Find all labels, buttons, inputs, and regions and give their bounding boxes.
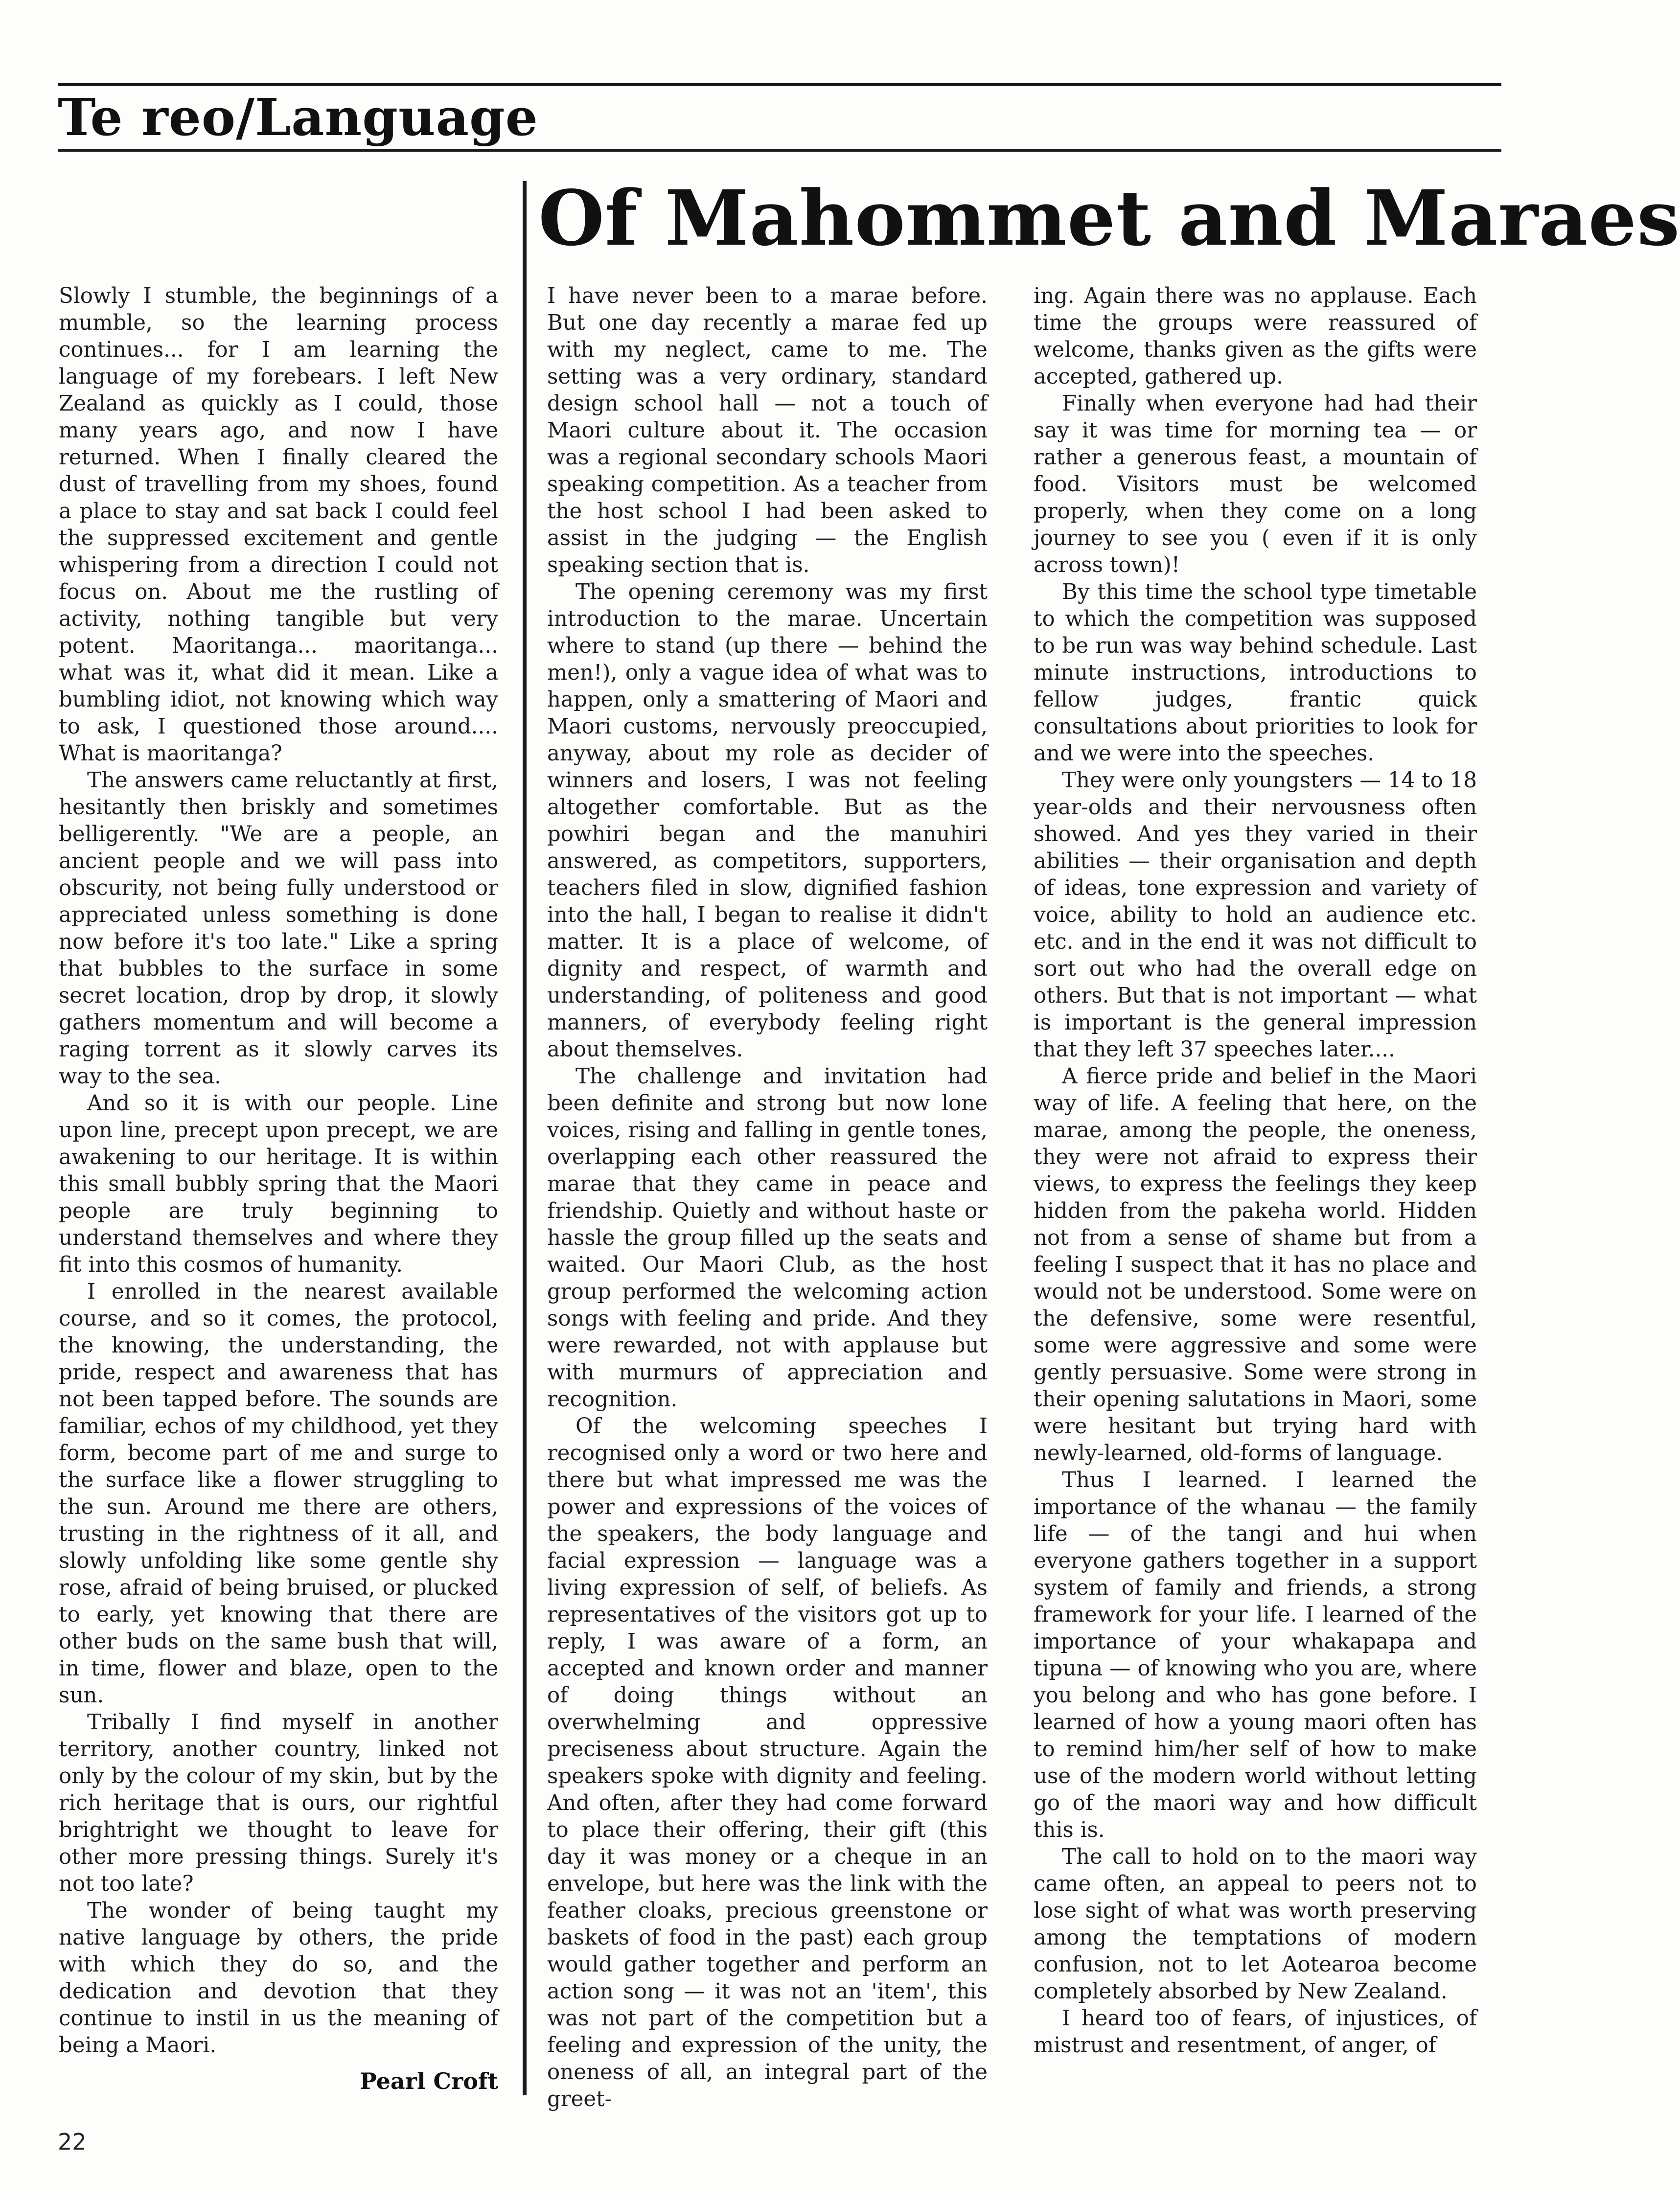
column-3 xyxy=(1034,283,1477,2059)
paragraph: I have never been to a marae before. But one day recently a marae fed up with my neglect, came to me. The setting was a very ordinary, standard design school hall — not a touch of Maori culture about it. The occasion was a regional secondary schools Maori speaking competition. As a teacher from the host school I had been asked to assist in the judging — the English speaking section that is. xyxy=(547,284,988,577)
column-1 xyxy=(59,283,498,2059)
paragraph: A fierce pride and belief in the Maori way of life. A feeling that here, on the marae, among the people, the oneness, they were not afraid to express their views, to express the feelings they keep hidden from the pakeha world. Hidden not from a sense of shame but from a feeling I suspect that it has no place and would not be understood. Some were on the defensive, some were resentful, some were aggressive and some were gently persuasive. Some were strong in their opening salutations in Maori, some were hesitant but trying hard with newly-learned, old-forms of language. xyxy=(1034,1064,1477,1466)
paragraph: I enrolled in the nearest available course, and so it comes, the protocol, the knowing, the understanding, the pride, respect and awareness that has not been tapped before. The sounds are familiar, echos of my childhood, yet they form, become part of me and surge to the surface like a flower struggling to the sun. Around me there are others, trusting in the rightness of it all, and slowly unfolding like some gentle shy rose, afraid of being bruised, or plucked to early, yet knowing that there are other buds on the same bush that will, in time, flower and blaze, open to the sun. xyxy=(59,1280,498,1708)
paragraph: Of the welcoming speeches I recognised only a word or two here and there but what impressed me was the power and expressions of the voices of the speakers, the body language and facial expression — language was a living expression of self, of beliefs. As representatives of the visitors got up to reply, I was aware of a form, an accepted and known order and manner of doing things without an overwhelming and oppressive preciseness about structure. Again the speakers spoke with dignity and feeling. And often, after they had come forward to place their offering, their gift (this day it was money or a cheque in an envelope, but here was the link with the feather cloaks, precious greenstone or baskets of food in the past) each group would gather together and perform an action song — it was not an 'item', this was not part of the competition but a feeling and expression of the unity, the oneness of all, an integral part of the greet- xyxy=(547,1414,988,2111)
paragraph: Finally when everyone had had their say it was time for morning tea — or rather a generous feast, a mountain of food. Visitors must be welcomed properly, when they come on a long journey to see you ( even if it is only across town)! xyxy=(1034,391,1477,577)
paragraph: I heard too of fears, of injustices, of mistrust and resentment, of anger, of xyxy=(1034,2006,1477,2058)
page-number: 22 xyxy=(58,2129,87,2155)
article-title: Of Mahommet and Maraes xyxy=(538,173,1680,263)
paragraph: They were only youngsters — 14 to 18 year-olds and their nervousness often showed. And yes they varied in their abilities — their organisation and depth of ideas, tone expression and variety of voice, ability to hold an audience etc. etc. and in the end it was not difficult to sort out who had the overall edge on others. But that is not important — what is important is the general impression that they left 37 speeches later.... xyxy=(1034,768,1477,1062)
paragraph: The answers came reluctantly at first, hesitantly then briskly and sometimes belligerently. "We are a people, an ancient people and we will pass into obscurity, not being fully understood or appreciated unless something is done now before it's too late." Like a spring that bubbles to the surface in some secret location, drop by drop, it slowly gathers momentum and will become a raging torrent as it slowly carves its way to the sea. xyxy=(59,768,498,1089)
paragraph: The call to hold on to the maori way came often, an appeal to peers not to lose sight of what was worth preserving among the temptations of modern confusion, not to let Aotearoa become completely absorbed by New Zealand. xyxy=(1034,1845,1477,2004)
section-label: Te reo/Language xyxy=(58,87,538,147)
paragraph: The opening ceremony was my first introduction to the marae. Uncertain where to stand (up there — behind the men!), only a vague idea of what was to happen, only a smattering of Maori and Maori customs, nervously preoccupied, anyway, about my role as decider of winners and losers, I was not feeling altogether comfortable. But as the powhiri began and the manuhiri answered, as competitors, supporters, teachers filed in slow, dignified fashion into the hall, I began to realise it didn't matter. It is a place of welcome, of dignity and respect, of warmth and understanding, of politeness and good manners, of everybody feeling right about themselves. xyxy=(547,580,988,1062)
column-divider xyxy=(523,181,527,2095)
paragraph: The wonder of being taught my native language by others, the pride with which they do so, and the dedication and devotion that they continue to instil in us the meaning of being a Maori. xyxy=(59,1899,498,2058)
paragraph: Slowly I stumble, the beginnings of a mumble, so the learning process continues... for I am learning the language of my forebears. I left New Zealand as quickly as I could, those many years ago, and now I have returned. When I finally cleared the dust of travelling from my shoes, found a place to stay and sat back I could feel the suppressed excitement and gentle whispering from a direction I could not focus on. About me the rustling of activity, nothing tangible but very potent. Maoritanga... maoritanga... what was it, what did it mean. Like a bumbling idiot, not knowing which way to ask, I questioned those around.... What is maoritanga? xyxy=(59,284,498,766)
paragraph: Tribally I find myself in another territory, another country, linked not only by the colour of my skin, but by the rich heritage that is ours, our rightful brightright we thought to leave for other more pressing things. Surely it's not too late? xyxy=(59,1710,498,1896)
header-rule-bottom xyxy=(58,149,1501,152)
paragraph: And so it is with our people. Line upon line, precept upon precept, we are awakening to our heritage. It is within this small bubbly spring that the Maori people are truly beginning to understand themselves and where they fit into this cosmos of humanity. xyxy=(59,1091,498,1277)
paragraph: By this time the school type timetable to which the competition was supposed to be run was way behind schedule. Last minute instructions, introductions to fellow judges, frantic quick consultations about priorities to look for and we were into the speeches. xyxy=(1034,580,1477,766)
author-byline: Pearl Croft xyxy=(360,2068,498,2094)
paragraph: Thus I learned. I learned the importance of the whanau — the family life — of the tangi and hui when everyone gathers together in a support system of family and friends, a strong framework for your life. I learned of the importance of your whakapapa and tipuna — of knowing who you are, where you belong and who has gone before. I learned of how a young maori often has to remind him/her self of how to make use of the modern world without letting go of the maori way and how difficult this is. xyxy=(1034,1468,1477,1842)
paragraph: ing. Again there was no applause. Each time the groups were reassured of welcome, thanks given as the gifts were accepted, gathered up. xyxy=(1034,284,1477,389)
column-2 xyxy=(547,283,988,2113)
paragraph: The challenge and invitation had been definite and strong but now lone voices, rising and falling in gentle tones, overlapping each other reassured the marae that they came in peace and friendship. Quietly and without haste or hassle the group filled up the seats and waited. Our Maori Club, as the host group performed the welcoming action songs with feeling and pride. And they were rewarded, not with applause but with murmurs of appreciation and recognition. xyxy=(547,1064,988,1412)
